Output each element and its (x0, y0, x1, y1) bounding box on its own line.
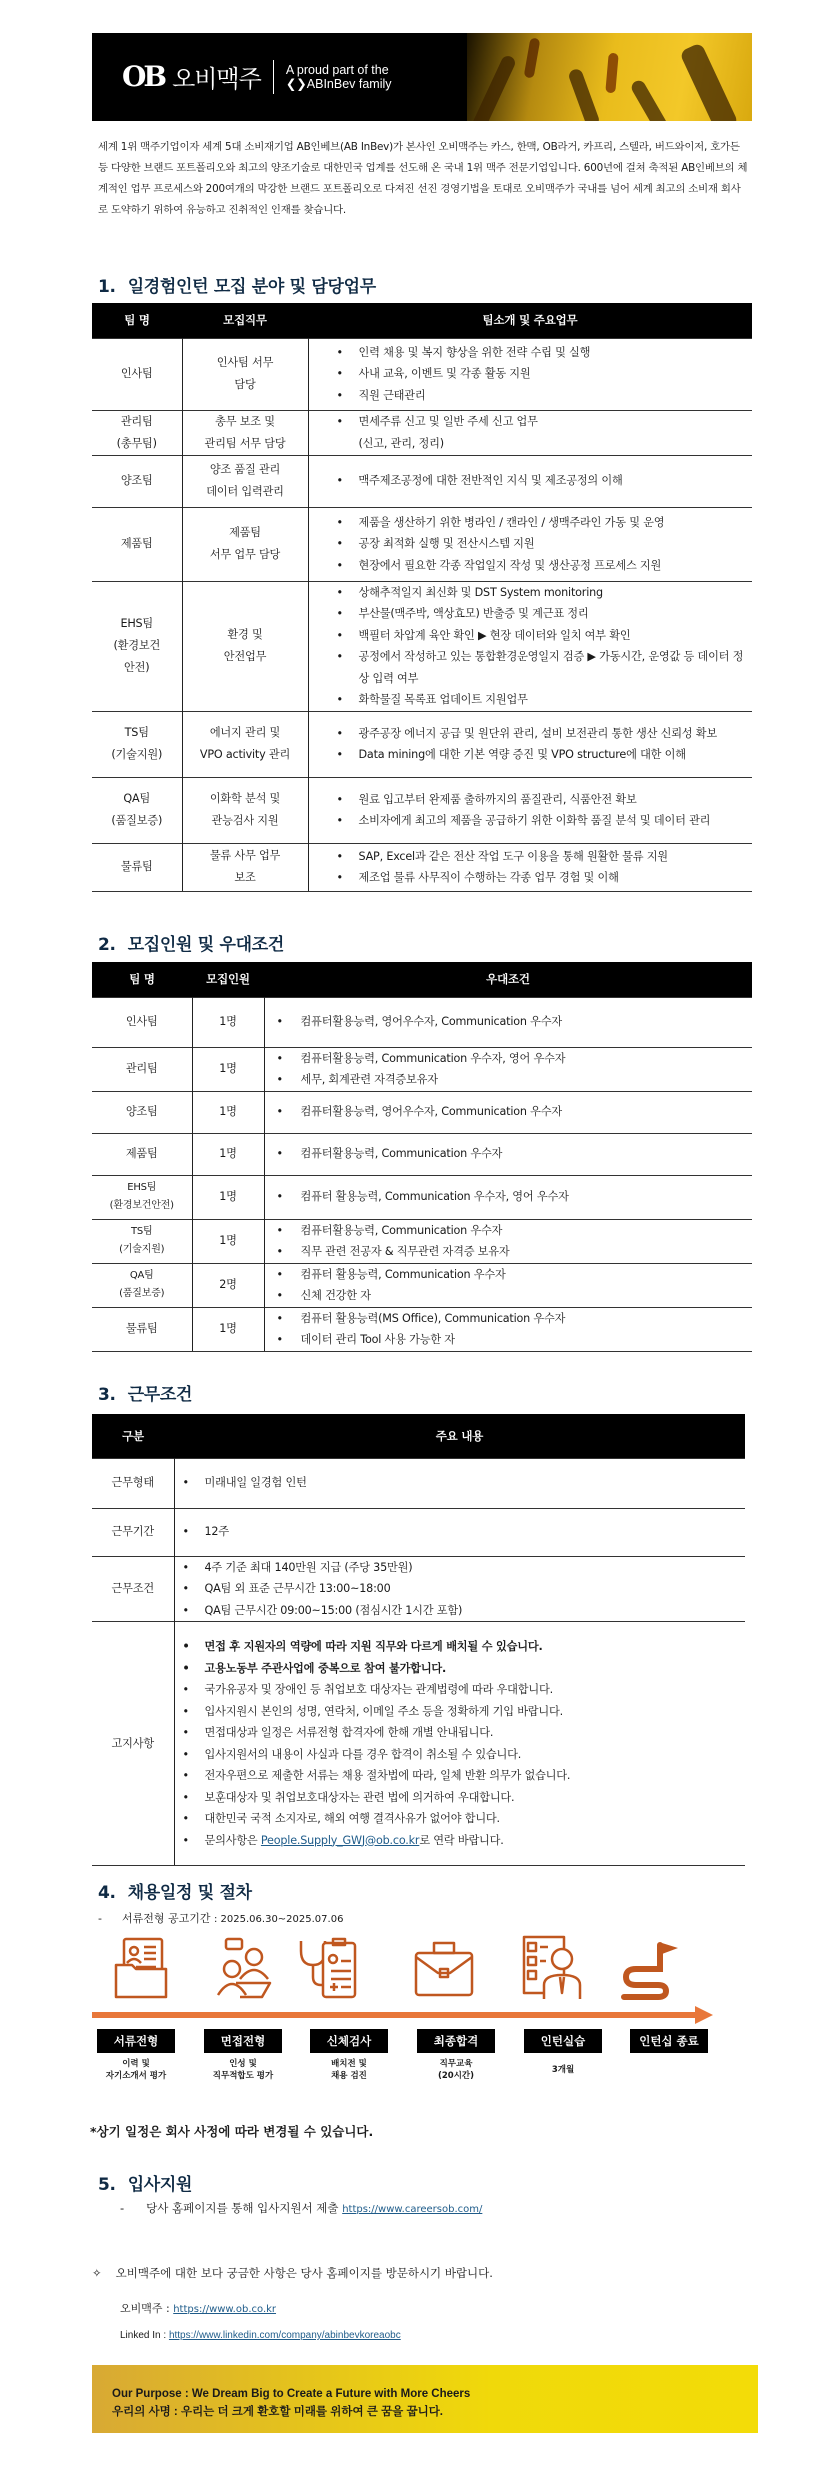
table-row (92, 410, 752, 455)
pref-item: • 데이터 관리 Tool 사용 가능한 자 (277, 1329, 753, 1351)
count-cell: 1명 (192, 1219, 264, 1263)
table-row (92, 1219, 752, 1263)
category-cell: 근무형태 (92, 1458, 174, 1508)
condition-item: • QA팀 근무시간 09:00~15:00 (점심시간 1시간 포함) (183, 1600, 746, 1622)
table-row (92, 1508, 745, 1556)
table-row (92, 777, 752, 843)
prefs-cell (264, 1091, 752, 1133)
homepage-row: 오비맥주 : https://www.ob.co.kr (120, 2302, 277, 2315)
pref-item: • 컴퓨터 활용능력, Communication 우수자, 영어 우수자 (277, 1186, 753, 1208)
section-number: 2. (98, 935, 116, 955)
section-number: 5. (98, 2175, 116, 2195)
section-title-text: 근무조건 (127, 1385, 193, 1405)
prefs-cell (264, 1175, 752, 1219)
dash: - (120, 2201, 125, 2215)
dash: - (98, 1912, 102, 1925)
content-cell (174, 1556, 745, 1622)
step-1-desc: 이력 및 자기소개서 평가 (105, 2059, 167, 2081)
step-5-label: 인턴실습 (524, 2029, 602, 2053)
section2-title (98, 930, 284, 955)
section-number: 1. (98, 277, 116, 297)
section-title-text: 모집인원 및 우대조건 (127, 935, 285, 955)
duty-item: • 직원 근태관리 (337, 385, 753, 407)
pref-item: • 직무 관련 전공자 & 직무관련 자격증 보유자 (277, 1241, 753, 1263)
prefs-cell (264, 1263, 752, 1307)
team-cell: 제품팀 (92, 1133, 192, 1175)
logo-mark: OB (122, 60, 165, 93)
section-title-text: 입사지원 (127, 2175, 193, 2195)
ob-logo (122, 59, 392, 94)
table-row (92, 843, 752, 891)
header-banner (92, 33, 752, 121)
briefcase-icon (414, 1935, 474, 2001)
count-cell: 1명 (192, 1047, 264, 1091)
count-cell: 1명 (192, 1133, 264, 1175)
section5-title (98, 2170, 192, 2195)
team-cell: EHS팀 (환경보건 안전) (92, 581, 182, 711)
job-cell: 총무 보조 및 관리팀 서무 담당 (182, 410, 308, 455)
duty-item: • 인력 채용 및 복지 향상을 위한 전략 수립 및 실행 (337, 342, 753, 364)
content-cell (174, 1622, 745, 1866)
process-timeline (92, 1935, 712, 2095)
duty-item: • 화학물질 목록표 업데이트 지원업무 (337, 689, 753, 711)
step-3-label: 신체검사 (310, 2029, 388, 2053)
prefs-cell (264, 1047, 752, 1091)
duties-cell (308, 777, 752, 843)
pref-item: • 세무, 회계관련 자격증보유자 (277, 1069, 753, 1091)
conditions-table (92, 1414, 745, 1866)
team-cell: 양조팀 (92, 1091, 192, 1133)
section-number: 3. (98, 1385, 116, 1405)
duty-item: • 공장 최적화 실행 및 전산시스템 지원 (337, 533, 753, 555)
tagline-line2: ABInBev family (306, 76, 392, 91)
team-cell: EHS팀 (환경보건안전) (92, 1175, 192, 1219)
step-4-desc: 직무교육 (20시간) (437, 2059, 475, 2081)
condition-item: • 전자우편으로 제출한 서류는 채용 절차법에 따라, 일체 반환 의무가 없습니다. (183, 1765, 746, 1787)
step-2-desc: 인성 및 직무적합도 평가 (212, 2059, 274, 2081)
step-1-label: 서류전형 (97, 2029, 175, 2053)
condition-item: • 12주 (183, 1521, 746, 1543)
count-cell: 1명 (192, 1307, 264, 1351)
visit-note (92, 2265, 493, 2281)
table-row (92, 455, 752, 507)
count-cell: 1명 (192, 1175, 264, 1219)
section3-title (98, 1380, 192, 1405)
step-2-label: 면접전형 (204, 2029, 282, 2053)
purpose-kr: 우리의 사명 : 우리는 더 크게 환호할 미래를 위하여 큰 꿈을 꿉니다. (112, 2406, 444, 2418)
team-cell: 관리팀 (총무팀) (92, 410, 182, 455)
duty-item: • 소비자에게 최고의 제품을 공급하기 위한 이화학 품질 분석 및 데이터 관리 (337, 810, 753, 832)
intro-paragraph: 세계 1위 맥주기업이자 세계 5대 소비재기업 AB인베브(AB InBev)가 본사인 오비맥주는 카스, 한맥, OB라거, 카프리, 스텔라, 버드와이저, 호가든 등 다양한 브랜드 포트폴리오와 최고의 양조기술로 대한민국 업계를 선도해 온 국내 1위 맥주 전문기업입니다. 600년에 걸쳐 축적된 AB인베브의 체계적인 업무 프로세스와 200여개의 막강한 브랜드 포트폴리오로 다져진 선진 경영기법을 토대로 오비맥주가 국내를 넘어 세계 최고의 소비재 회사로 도약하기 위하여 유능하고 진취적인 인재를 찾습니다. (98, 141, 748, 216)
count-cell: 2명 (192, 1263, 264, 1307)
content-cell (174, 1508, 745, 1556)
team-cell: 인사팀 (92, 997, 192, 1047)
homepage-link[interactable]: https://www.ob.co.kr (173, 2304, 277, 2315)
col-content: 주요 내용 (174, 1414, 745, 1458)
job-cell: 인사팀 서무 담당 (182, 338, 308, 410)
team-cell: 물류팀 (92, 843, 182, 891)
period-label: 서류전형 공고기간 (121, 1912, 211, 1925)
prefs-cell (264, 997, 752, 1047)
careers-link[interactable]: https://www.careersob.com/ (342, 2204, 483, 2215)
table-row (92, 507, 752, 581)
table-row (92, 1556, 745, 1622)
table-row (92, 1091, 752, 1133)
pref-item: • 컴퓨터 활용능력, Communication 우수자 (277, 1264, 753, 1286)
contact-item: • 문의사항은 People.Supply_GWJ@ob.co.kr로 연락 바랍니다. (183, 1830, 746, 1852)
linkedin-label: Linked In (120, 2330, 161, 2341)
duties-cell (308, 338, 752, 410)
table-row (92, 1458, 745, 1508)
table-row (92, 1263, 752, 1307)
condition-item: • 보훈대상자 및 취업보호대상자는 관련 법에 의거하여 우대합니다. (183, 1787, 746, 1809)
pref-item: • 컴퓨터활용능력, 영어우수자, Communication 우수자 (277, 1101, 753, 1123)
period-value: : 2025.06.30~2025.07.06 (214, 1914, 344, 1925)
table-row (92, 581, 752, 711)
table-row (92, 997, 752, 1047)
abinbev-icon: ❮❯ (285, 76, 307, 91)
table-row (92, 1133, 752, 1175)
duty-item: • 맥주제조공정에 대한 전반적인 지식 및 제조공정의 이해 (337, 470, 753, 492)
job-cell: 물류 사무 업무 보조 (182, 843, 308, 891)
duty-item: • SAP, Excel과 같은 전산 작업 도구 이용을 통해 원활한 물류 지원 (337, 846, 753, 868)
duties-cell (308, 711, 752, 777)
step-5-desc: 3개월 (551, 2065, 575, 2075)
col-count: 모집인원 (192, 962, 264, 997)
interview-icon (214, 1935, 274, 2001)
pref-item: • 컴퓨터활용능력, Communication 우수자, 영어 우수자 (277, 1048, 753, 1070)
team-cell: 양조팀 (92, 455, 182, 507)
purpose-en: Our Purpose : We Dream Big to Create a Future with More Cheers (112, 2388, 471, 2400)
apply-text: 당사 홈페이지를 통해 입사지원서 제출 (146, 2201, 339, 2215)
logo-tagline (286, 63, 392, 91)
goal-flag-icon (620, 1935, 680, 2001)
condition-item: • 4주 기준 최대 140만원 지급 (주당 35만원) (183, 1557, 746, 1579)
condition-item: • 면접대상과 일정은 서류전형 합격자에 한해 개별 안내됩니다. (183, 1722, 746, 1744)
duty-continuation: (신고, 관리, 정리) (358, 436, 444, 450)
visit-text: 오비맥주에 대한 보다 궁금한 사항은 당사 홈페이지를 방문하시기 바랍니다. (115, 2266, 493, 2280)
section-title-text: 채용일정 및 절차 (127, 1883, 252, 1903)
content-cell (174, 1458, 745, 1508)
job-cell: 에너지 관리 및 VPO activity 관리 (182, 711, 308, 777)
job-cell: 이화학 분석 및 관능검사 지원 (182, 777, 308, 843)
duties-cell (308, 581, 752, 711)
team-cell: 제품팀 (92, 507, 182, 581)
section-title-text: 일경험인턴 모집 분야 및 담당업무 (127, 277, 376, 297)
col-category: 구분 (92, 1414, 174, 1458)
cheers-photo (467, 33, 752, 121)
col-team: 팀 명 (92, 303, 182, 338)
step-6-label: 인턴십 종료 (630, 2029, 708, 2053)
resume-folder-icon (112, 1935, 172, 2001)
prefs-cell (264, 1133, 752, 1175)
linkedin-row: Linked In : https://www.linkedin.com/company/abinbevkoreaobc (120, 2330, 401, 2341)
contact-email-link[interactable]: People.Supply_GWJ@ob.co.kr (260, 1833, 420, 1847)
duty-item: • 공정에서 작성하고 있는 통합환경운영일지 검증 ▶ 가동시간, 운영값 등 데이터 정상 입력 여부 (337, 646, 753, 689)
count-cell: 1명 (192, 997, 264, 1047)
duty-item: • 제조업 물류 사무직이 수행하는 각종 업무 경험 및 이해 (337, 867, 753, 889)
logo-divider (273, 60, 274, 94)
table-row (92, 711, 752, 777)
linkedin-link[interactable]: https://www.linkedin.com/company/abinbevkoreaobc (168, 2330, 401, 2341)
duty-item: • 사내 교육, 이벤트 및 각종 활동 지원 (337, 363, 753, 385)
team-cell: TS팀 (기술지원) (92, 711, 182, 777)
table-row (92, 1622, 745, 1866)
table-row (92, 1047, 752, 1091)
condition-item: • 입사지원서의 내용이 사실과 다를 경우 합격이 취소될 수 있습니다. (183, 1744, 746, 1766)
homepage-label: 오비맥주 (120, 2302, 163, 2315)
pref-item: • 컴퓨터활용능력, Communication 우수자 (277, 1143, 753, 1165)
team-cell: QA팀 (품질보증) (92, 777, 182, 843)
schedule-note: *상기 일정은 회사 사정에 따라 변경될 수 있습니다. (90, 2124, 374, 2139)
table-row (92, 1307, 752, 1351)
condition-item: • 대한민국 국적 소지자로, 해외 여행 결격사유가 없어야 합니다. (183, 1808, 746, 1830)
duties-cell (308, 507, 752, 581)
duties-cell (308, 843, 752, 891)
category-cell: 고지사항 (92, 1622, 174, 1866)
pref-item: • 컴퓨터활용능력, 영어우수자, Communication 우수자 (277, 1011, 753, 1033)
condition-item: • 국가유공자 및 장애인 등 취업보호 대상자는 관계법령에 따라 우대합니다. (183, 1679, 746, 1701)
section1-title (98, 272, 376, 297)
duty-item: • 제품을 생산하기 위한 병라인 / 캔라인 / 생맥주라인 가동 및 운영 (337, 512, 753, 534)
duty-item: • Data mining에 대한 기본 역량 증진 및 VPO structure에 대한 이해 (337, 744, 753, 766)
condition-item: • QA팀 외 표준 근무시간 13:00~18:00 (183, 1578, 746, 1600)
section-number: 4. (98, 1883, 116, 1903)
team-cell: TS팀 (기술지원) (92, 1219, 192, 1263)
apply-instruction (120, 2200, 482, 2216)
col-team: 팀 명 (92, 962, 192, 997)
notice-item: • 면접 후 지원자의 역량에 따라 지원 직무와 다르게 배치될 수 있습니다. (183, 1636, 746, 1658)
duty-item: • 현장에서 필요한 각종 작업일지 작성 및 생산공정 프로세스 지원 (337, 555, 753, 577)
timeline-arrow-line (92, 2012, 697, 2018)
diamond-bullet-icon: ✧ (92, 2266, 102, 2280)
duty-item: • 면세주류 신고 및 일반 주세 신고 업무 (337, 411, 753, 433)
col-prefs: 우대조건 (264, 962, 752, 997)
tagline-line1: A proud part of the (285, 62, 389, 77)
notice-item: • 고용노동부 주관사업에 중복으로 참여 불가합니다. (183, 1658, 746, 1680)
positions-table (92, 303, 752, 892)
table-row (92, 1175, 752, 1219)
table-row (92, 338, 752, 410)
condition-item: • 입사지원시 본인의 성명, 연락처, 이메일 주소 등을 정확하게 기입 바랍니다. (183, 1701, 746, 1723)
step-4-label: 최종합격 (417, 2029, 495, 2053)
pref-item: • 신체 건강한 자 (277, 1285, 753, 1307)
duty-item: • 상해추적일지 최신화 및 DST System monitoring (337, 582, 753, 604)
job-cell: 환경 및 안전업무 (182, 581, 308, 711)
duty-item: • 백필터 차압계 육안 확인 ▶ 현장 데이터와 일치 여부 확인 (337, 625, 753, 647)
duty-item: • 부산물(맥주박, 액상효모) 반출증 및 계근표 정리 (337, 603, 753, 625)
col-duties: 팀소개 및 주요업무 (308, 303, 752, 338)
purpose-banner (92, 2365, 758, 2433)
medical-checkup-icon (297, 1935, 357, 2001)
duty-item: • 광주공장 에너지 공급 및 원단위 관리, 설비 보전관리 통한 생산 신뢰성 확보 (337, 723, 753, 745)
job-cell: 제품팀 서무 업무 담당 (182, 507, 308, 581)
condition-item: • 미래내일 일경험 인턴 (183, 1472, 746, 1494)
duties-cell (308, 410, 752, 455)
prefs-cell (264, 1307, 752, 1351)
application-period (98, 1910, 343, 1926)
team-cell: QA팀 (품질보증) (92, 1263, 192, 1307)
requirements-table (92, 962, 752, 1352)
duties-cell (308, 455, 752, 507)
job-cell: 양조 품질 관리 데이터 입력관리 (182, 455, 308, 507)
step-3-desc: 배치전 및 채용 검진 (331, 2059, 367, 2081)
pref-item: • 컴퓨터 활용능력(MS Office), Communication 우수자 (277, 1308, 753, 1330)
count-cell: 1명 (192, 1091, 264, 1133)
logo-name: 오비맥주 (172, 65, 261, 93)
col-job: 모집직무 (182, 303, 308, 338)
pref-item: • 컴퓨터활용능력, Communication 우수자 (277, 1220, 753, 1242)
duty-item: • 원료 입고부터 완제품 출하까지의 품질관리, 식품안전 확보 (337, 789, 753, 811)
team-cell: 인사팀 (92, 338, 182, 410)
timeline-arrow-head (695, 2006, 713, 2024)
team-cell: 물류팀 (92, 1307, 192, 1351)
section4-title (98, 1878, 252, 1903)
checklist-person-icon (522, 1935, 582, 2001)
category-cell: 근무기간 (92, 1508, 174, 1556)
category-cell: 근무조건 (92, 1556, 174, 1622)
prefs-cell (264, 1219, 752, 1263)
team-cell: 관리팀 (92, 1047, 192, 1091)
